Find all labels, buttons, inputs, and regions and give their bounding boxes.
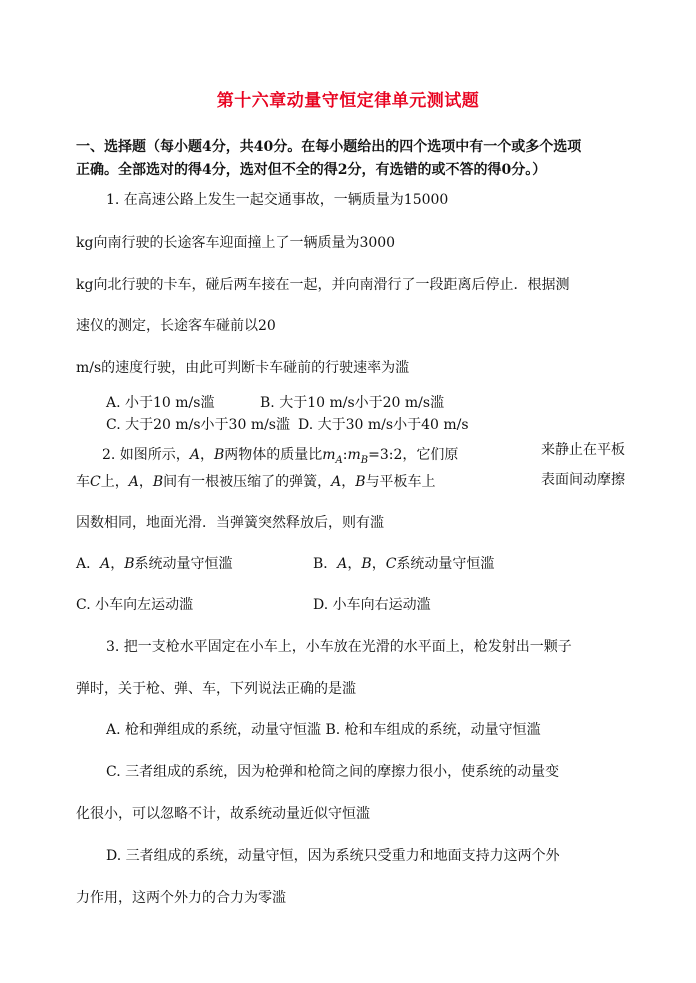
q1-line-5: m/s的速度行驶，由此可判断卡车碰前的行驶速率为滥 [76, 360, 410, 376]
q1-option-b: B. 大于10 m/s小于20 m/s滥 [260, 395, 445, 411]
q1-option-c: C. 大于20 m/s小于30 m/s滥 [106, 417, 290, 433]
section-heading-line-2: 正确。全部选对的得4分，选对但不全的得2分，有选错的或不答的得0分。） [76, 162, 547, 178]
q2-line-2-right: 表面间动摩擦 [541, 472, 625, 488]
q1-line-2: kg向南行驶的长途客车迎面撞上了一辆质量为3000 [76, 235, 396, 251]
section-heading-line-1: 一、选择题（每小题4分，共40分。在每小题给出的四个选项中有一个或多个选项 [76, 139, 582, 155]
q2-option-d: D. 小车向右运动滥 [313, 597, 431, 613]
q1-line-4: 速仪的测定，长途客车碰前以20 [76, 318, 276, 334]
q2-line-1: 2. 如图所示，A，B两物体的质量比$m_A:m_B=3:2$，它们原 [102, 447, 459, 466]
q3-option-d-line-2: 力作用，这两个外力的合力为零滥 [76, 890, 286, 906]
q3-line-1: 3. 把一支枪水平固定在小车上，小车放在光滑的水平面上，枪发射出一颗子 [106, 639, 572, 655]
q2-line-2: 车C上，A，B间有一根被压缩了的弹簧，A，B与平板车上 [76, 474, 436, 490]
q3-line-2: 弹时，关于枪、弹、车，下列说法正确的是滥 [76, 681, 356, 697]
q1-line-1: 1. 在高速公路上发生一起交通事故，一辆质量为15000 [106, 192, 449, 208]
q2-option-b: B．A，B，C系统动量守恒滥 [313, 556, 495, 572]
q2-line-1-right: 来静止在平板 [541, 442, 625, 458]
q3-option-d-line-1: D. 三者组成的系统，动量守恒，因为系统只受重力和地面支持力这两个外 [106, 848, 560, 864]
q2-line-3: 因数相同，地面光滑．当弹簧突然释放后，则有滥 [76, 515, 384, 531]
q2-option-a: A．A，B系统动量守恒滥 [76, 556, 233, 572]
q1-option-a: A. 小于10 m/s滥 [106, 395, 215, 411]
q3-option-c-line-2: 化很小，可以忽略不计，故系统动量近似守恒滥 [76, 806, 370, 822]
q3-option-c-line-1: C. 三者组成的系统，因为枪弹和枪筒之间的摩擦力很小，使系统的动量变 [106, 764, 560, 780]
q2-option-c: C. 小车向左运动滥 [76, 597, 194, 613]
q3-option-ab: A. 枪和弹组成的系统，动量守恒滥 B. 枪和车组成的系统，动量守恒滥 [106, 722, 541, 738]
q1-line-3: kg向北行驶的卡车，碰后两车接在一起，并向南滑行了一段距离后停止．根据测 [76, 277, 570, 293]
q1-option-d: D. 大于30 m/s小于40 m/s [298, 417, 469, 433]
page-title: 第十六章动量守恒定律单元测试题 [216, 91, 480, 111]
